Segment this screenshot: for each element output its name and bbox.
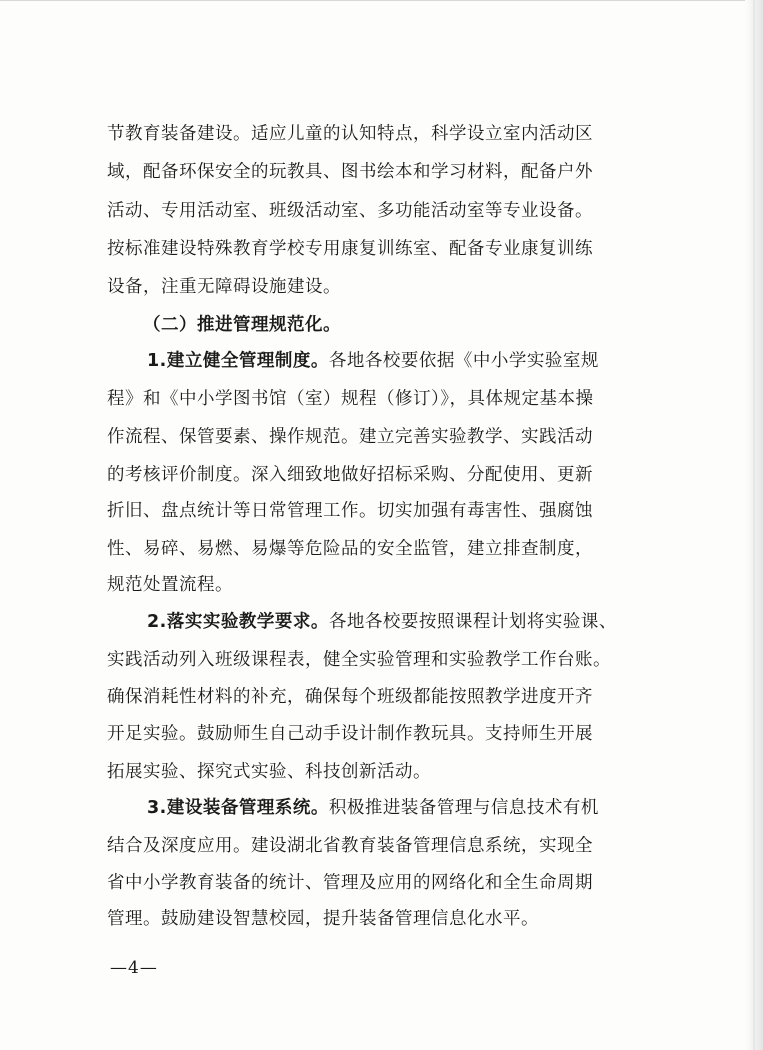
paragraph-line: 管理。鼓励建设智慧校园，提升装备管理信息化水平。 xyxy=(107,909,539,929)
paragraph-line: 省中小学教育装备的统计、管理及应用的网络化和全生命周期 xyxy=(107,873,593,893)
scan-top-edge xyxy=(0,0,763,1)
paragraph-line: 拓展实验、探究式实验、科技创新活动。 xyxy=(107,762,431,782)
paragraph-line: 折旧、盘点统计等日常管理工作。切实加强有毒害性、强腐蚀 xyxy=(107,501,593,521)
scan-edge-line xyxy=(753,0,755,1050)
item-3-first-line xyxy=(147,796,699,820)
paragraph-line: 实践活动列入班级课程表，健全实验管理和实验教学工作台账。 xyxy=(107,650,611,670)
paragraph-line: 域，配备环保安全的玩教具、图书绘本和学习材料，配备户外 xyxy=(107,162,593,182)
paragraph-line: 节教育装备建设。适应儿童的认知特点，科学设立室内活动区 xyxy=(107,124,593,144)
paragraph-line: 开足实验。鼓励师生自己动手设计制作教玩具。支持师生开展 xyxy=(107,724,593,744)
paragraph-line: 活动、专用活动室、班级活动室、多功能活动室等专业设备。 xyxy=(107,201,593,221)
paragraph-line: 确保消耗性材料的补充，确保每个班级都能按照教学进度开齐 xyxy=(107,687,593,707)
paragraph-line: 的考核评价制度。深入细致地做好招标采购、分配使用、更新 xyxy=(107,465,593,485)
paragraph-line: 设备，注重无障碍设施建设。 xyxy=(107,277,341,297)
paragraph-line: 作流程、保管要素、操作规范。建立完善实验教学、实践活动 xyxy=(107,427,593,447)
paragraph-line: 规范处置流程。 xyxy=(107,575,233,595)
page-number: —4— xyxy=(110,958,158,978)
paragraph-line: 结合及深度应用。建设湖北省教育装备管理信息系统，实现全 xyxy=(107,836,593,856)
item-1-first-rest: 各地各校要依据《中小学实验室规 xyxy=(328,351,599,371)
section-heading: （二）推进管理规范化。 xyxy=(143,315,341,335)
item-3-first-rest: 积极推进装备管理与信息技术有机 xyxy=(328,798,599,818)
item-1-first-line xyxy=(147,349,699,373)
paragraph-line: 性、易碎、易燃、易爆等危险品的安全监管，建立排查制度， xyxy=(107,539,593,559)
item-1-lead: 1.建立健全管理制度。 xyxy=(147,351,329,371)
item-2-first-line xyxy=(147,610,699,634)
item-3-lead: 3.建设装备管理系统。 xyxy=(147,798,329,818)
item-2-lead: 2.落实实验教学要求。 xyxy=(147,612,329,632)
paragraph-line: 程》和《中小学图书馆（室）规程（修订）》，具体规定基本操 xyxy=(107,389,594,409)
paragraph-line: 按标准建设特殊教育学校专用康复训练室、配备专业康复训练 xyxy=(107,239,593,259)
item-2-first-rest: 各地各校要按照课程计划将实验课、 xyxy=(328,612,617,632)
